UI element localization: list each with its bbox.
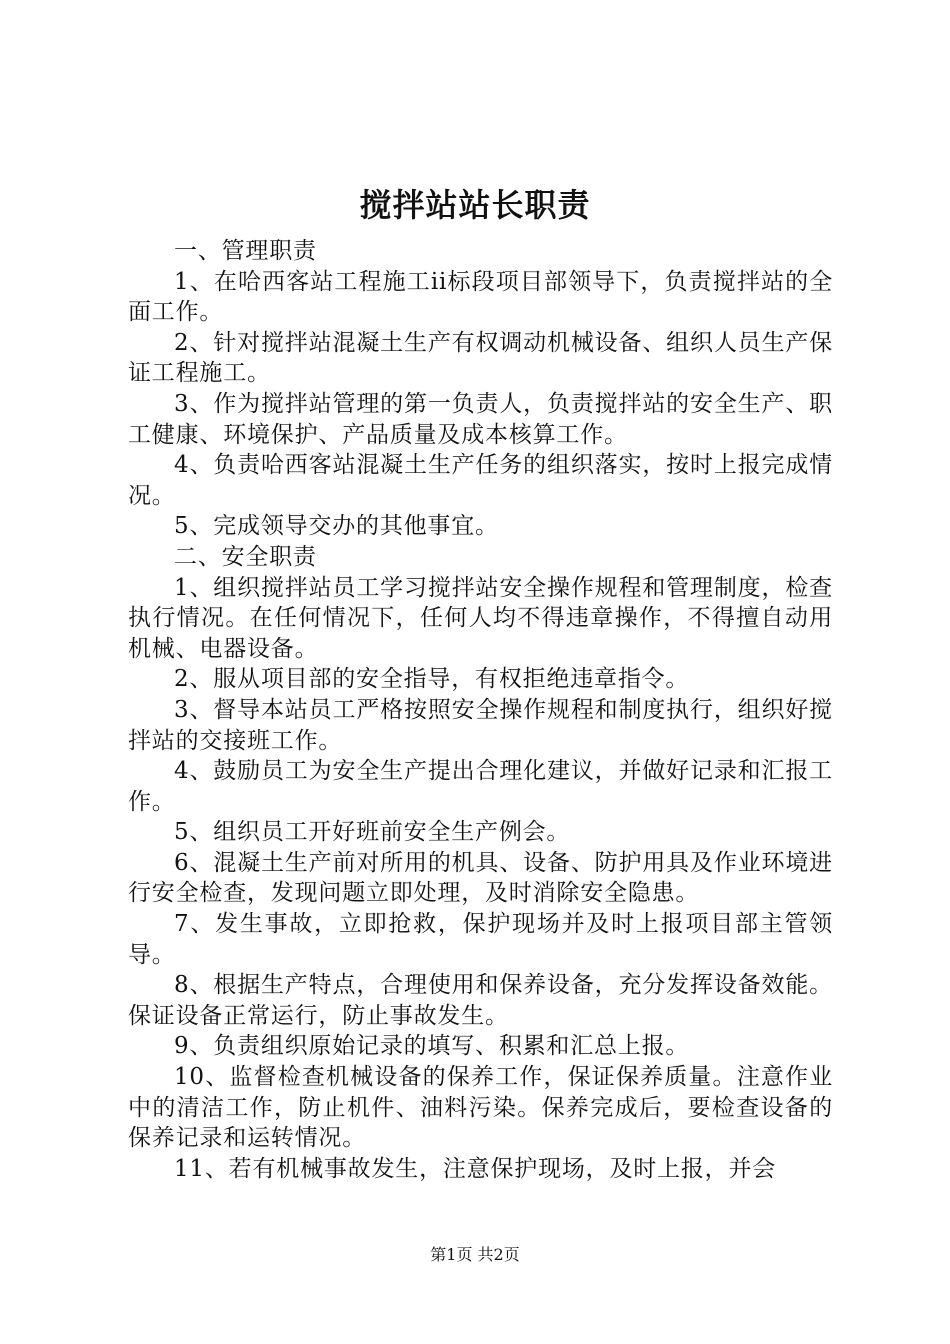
management-duty-2: 2、针对搅拌站混凝土生产有权调动机械设备、组织人员生产保证工程施工。 [128, 329, 833, 387]
safety-duty-3: 3、督导本站员工严格按照安全操作规程和制度执行，组织好搅拌站的交接班工作。 [128, 696, 833, 754]
safety-duty-11: 11、若有机械事故发生，注意保护现场，及时上报，并会 [174, 1155, 777, 1182]
safety-duty-10: 10、监督检查机械设备的保养工作，保证保养质量。注意作业中的清洁工作，防止机件、油料污染。保养完成后，要检查设备的保养记录和运转情况。 [128, 1064, 833, 1152]
safety-duty-2: 2、服从项目部的安全指导，有权拒绝违章指令。 [174, 666, 690, 693]
safety-duty-8: 8、根据生产特点，合理使用和保养设备，充分发挥设备效能。保证设备正常运行，防止事故发生。 [128, 972, 833, 1029]
safety-duty-5: 5、组织员工开好班前安全生产例会。 [174, 819, 571, 846]
safety-duty-4: 4、鼓励员工为安全生产提出合理化建议，并做好记录和汇报工作。 [128, 758, 833, 815]
safety-duty-6: 6、混凝土生产前对所用的机具、设备、防护用具及作业环境进行安全检查，发现问题立即处理，及时消除安全隐患。 [128, 849, 833, 907]
section-heading-safety: 二、安全职责 [174, 543, 317, 570]
page-footer: 第1页 共2页 [430, 1245, 520, 1264]
section-heading-management: 一、管理职责 [174, 238, 317, 264]
safety-duty-1: 1、组织搅拌站员工学习搅拌站安全操作规程和管理制度，检查执行情况。在任何情况下，任何人均不得违章操作，不得擅自动用机械、电器设备。 [128, 574, 833, 662]
management-duty-5: 5、完成领导交办的其他事宜。 [174, 513, 499, 540]
safety-duty-7: 7、发生事故，立即抢救，保护现场并及时上报项目部主管领导。 [128, 911, 833, 968]
document-body [128, 236, 833, 1184]
page-title: 搅拌站站长职责 [359, 186, 591, 224]
management-duty-3: 3、作为搅拌站管理的第一负责人，负责搅拌站的安全生产、职工健康、环境保护、产品质量及成本核算工作。 [128, 390, 833, 448]
management-duty-4: 4、负责哈西客站混凝土生产任务的组织落实，按时上报完成情况。 [128, 452, 833, 509]
management-duty-1: 1、在哈西客站工程施工ii标段项目部领导下，负责搅拌站的全面工作。 [128, 268, 833, 326]
safety-duty-9: 9、负责组织原始记录的填写、积累和汇总上报。 [174, 1033, 690, 1060]
